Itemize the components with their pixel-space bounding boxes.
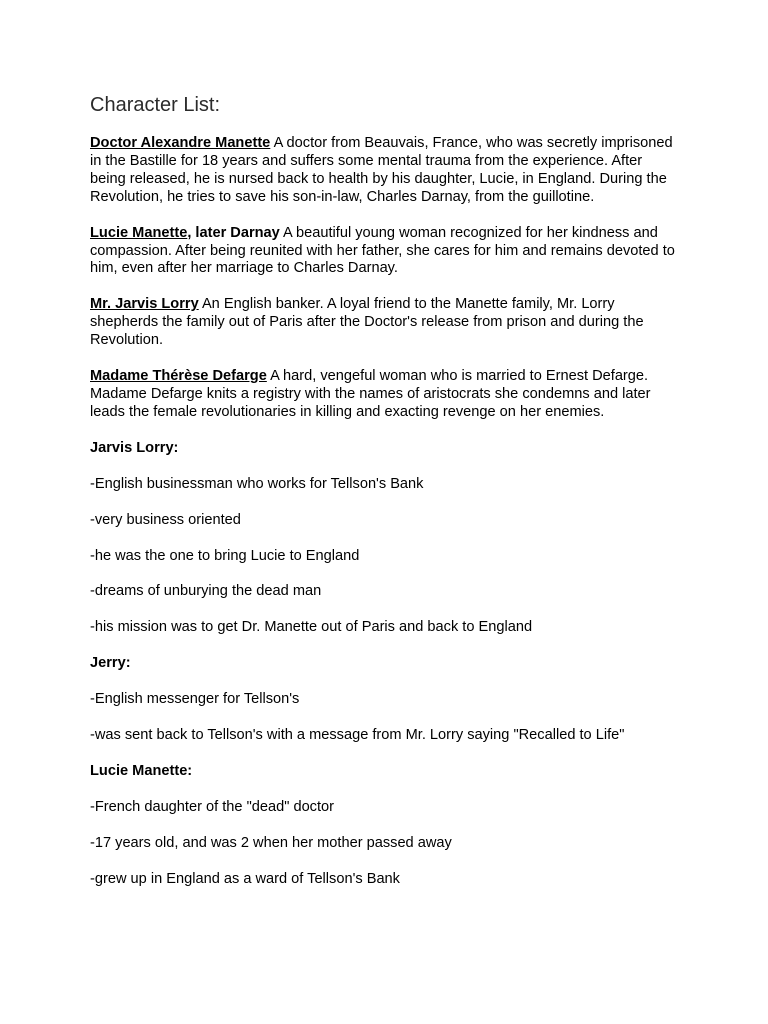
character-list: [90, 135, 680, 422]
character-name: [90, 135, 270, 151]
list-item: -was sent back to Tellson's with a message from Mr. Lorry saying "Recalled to Life": [90, 727, 625, 744]
list-item: -he was the one to bring Lucie to England: [90, 547, 360, 564]
character-name-underlined: Mr. Jarvis Lorry: [90, 296, 199, 313]
character-entry: [90, 225, 680, 279]
character-entry: [90, 368, 680, 422]
page-title: Character List:: [90, 94, 221, 116]
character-name-suffix: , later Darnay: [187, 224, 280, 241]
character-name: [90, 225, 280, 241]
character-description: An English banker. A loyal friend to the Manette family, Mr. Lorry shepherds the family out of Paris after the Doctor's release from prison and during the Revolution.: [90, 296, 644, 349]
character-name-underlined: Madame Thérèse Defarge: [90, 368, 267, 385]
section-heading: Lucie Manette:: [90, 762, 193, 779]
list-item: -grew up in England as a ward of Tellson's Bank: [90, 870, 400, 887]
notes-section-jerry: [90, 655, 680, 745]
character-description: A hard, vengeful woman who is married to Ernest Defarge. Madame Defarge knits a registry with the names of aristocrats she condemns and later leads the female revolutionaries in killing and exacting revenge on her enemies.: [90, 368, 651, 420]
character-description: A beautiful young woman recognized for her kindness and compassion. After being reunited with her father, she cares for him and remains devoted to him, even after her marriage to Charles Darnay.: [90, 224, 675, 277]
section-heading: Jerry:: [90, 655, 131, 672]
character-entry: [90, 296, 680, 350]
list-item: -dreams of unburying the dead man: [90, 583, 322, 600]
list-item: -his mission was to get Dr. Manette out of Paris and back to England: [90, 619, 533, 636]
list-item: -17 years old, and was 2 when her mother passed away: [90, 834, 452, 851]
character-name: [90, 368, 267, 384]
list-item: -English businessman who works for Tellson's Bank: [90, 475, 424, 492]
list-item: -very business oriented: [90, 511, 241, 528]
character-entry: [90, 135, 680, 207]
list-item: -French daughter of the "dead" doctor: [90, 798, 335, 815]
character-description: A doctor from Beauvais, France, who was secretly imprisoned in the Bastille for 18 years and suffers some mental trauma from the experience. After being released, he is nursed back to health by his daughter, Lucie, in England. During the Revolution, he tries to save his son-in-law, Charles Darnay, from the guillotine.: [90, 135, 673, 205]
document-body: [90, 135, 680, 907]
character-name-underlined: Doctor Alexandre Manette: [90, 135, 271, 151]
notes-section-jarvis-lorry: [90, 440, 680, 637]
notes-section-lucie-manette: [90, 763, 680, 889]
character-name-underlined: Lucie Manette: [90, 224, 188, 241]
character-name: [90, 296, 199, 312]
section-heading: Jarvis Lorry:: [90, 439, 179, 456]
list-item: -English messenger for Tellson's: [90, 691, 300, 708]
